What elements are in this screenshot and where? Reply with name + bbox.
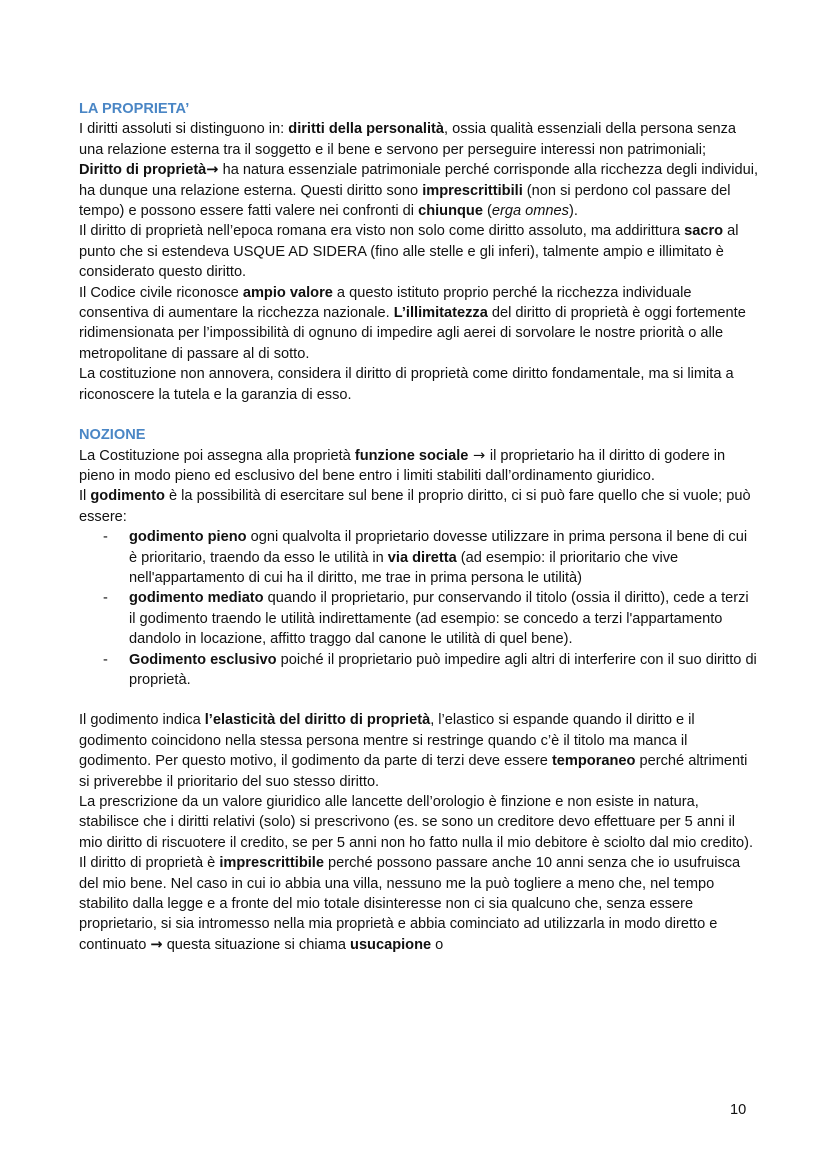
text: o — [431, 936, 444, 953]
text: (non si perdono col passare del tempo) e possono essere fatti valere nei confronti di — [79, 182, 731, 220]
bold-term: usucapione — [350, 936, 432, 953]
godimento-list — [79, 527, 759, 690]
text: quando il proprietario, pur conservando il titolo (ossia il diritto), cede a terzi il godimento traendo le utilità indirettamente (ad esempio: se concedo a terzi l'appartamento dandolo in locazione, affitto traggo dal canone le utilità di quel bene). — [129, 590, 749, 648]
text: al punto che si estendeva USQUE AD SIDERA (fino alle stelle e gli inferi), talmente ampio e illimitato è considerato questo diritto. — [79, 223, 739, 281]
text: del diritto di proprietà è oggi fortemente ridimensionata per l’impossibilità di ognuno di impedire agli aerei di sorvolare le nostre priorità o alle metropolitane di passare al di sotto. — [79, 305, 746, 362]
bold-term: godimento mediato — [129, 590, 264, 607]
paragraph-funzione-sociale — [79, 446, 759, 487]
bold-term: imprescrittibili — [422, 182, 523, 199]
text: ( — [482, 203, 492, 220]
text: Il godimento indica — [79, 712, 205, 729]
arrow-icon: → — [206, 161, 219, 179]
paragraph-elasticita — [79, 710, 759, 792]
bold-term: diritti della personalità — [288, 121, 444, 138]
list-item — [129, 650, 759, 691]
italic-term: erga omnes — [491, 203, 569, 220]
text: I diritti assoluti si distinguono in: — [79, 121, 289, 138]
text: perché altrimenti si priverebbe il prioritario del suo stesso diritto. — [79, 753, 748, 790]
text: è la possibilità di esercitare sul bene il proprio diritto, ci si può fare quello che si vuole; può essere: — [79, 488, 751, 525]
bold-term: Godimento esclusivo — [129, 651, 277, 668]
text: Il Codice civile riconosce — [79, 284, 243, 301]
list-item — [129, 588, 759, 649]
arrow-icon: → — [150, 935, 163, 953]
text: Il diritto di proprietà nell’epoca romana era visto non solo come diritto assoluto, ma addirittura — [79, 223, 685, 240]
text: , ossia qualità essenziali della persona senza una relazione esterna tra il soggetto e il bene e servono per perseguire interessi non patrimoniali; — [79, 121, 737, 158]
document-body — [79, 99, 759, 955]
section-heading-nozione: NOZIONE — [79, 427, 146, 444]
text: La Costituzione poi assegna alla proprietà — [79, 447, 355, 464]
spacer — [79, 690, 759, 710]
paragraph-diritti-assoluti — [79, 119, 759, 160]
bold-term: godimento pieno — [129, 529, 247, 546]
text: il proprietario ha il diritto di godere in pieno in modo pieno ed esclusivo del bene entro i limiti stabiliti dall’ordinamento giuridico. — [79, 447, 726, 484]
text: , l’elastico si espande quando il diritto e il godimento coincidono nella stessa persona mentre si restringe quando c’è il titolo ma manca il godimento. Per questo motivo, il godimento da parte di terzi deve essere — [79, 712, 695, 770]
spacer — [79, 405, 759, 425]
bold-term: imprescrittibile — [219, 855, 324, 872]
paragraph-costituzione: La costituzione non annovera, considera il diritto di proprietà come diritto fondamentale, ma si limita a riconoscere la tutela e la garanzia di esso. — [79, 366, 734, 403]
text: ogni qualvolta il proprietario dovesse utilizzare in prima persona il bene di cui è prioritario, traendo da esso le utilità in — [129, 529, 748, 566]
bold-term: funzione sociale — [354, 447, 469, 464]
text: poiché il proprietario può impedire agli altri di interferire con il suo diritto di proprietà. — [129, 651, 757, 688]
bold-term: chiunque — [418, 203, 483, 220]
paragraph-epoca-romana — [79, 221, 759, 282]
text: questa situazione si chiama — [162, 936, 351, 953]
section-heading-proprieta: LA PROPRIETA’ — [79, 101, 190, 117]
list-item — [129, 527, 759, 588]
paragraph-codice-civile — [79, 283, 759, 365]
bold-term: l’elasticità del diritto di proprietà — [204, 712, 431, 729]
bold-term: godimento — [90, 488, 165, 505]
bold-term: via diretta — [387, 549, 457, 566]
paragraph-godimento — [79, 486, 759, 527]
text: ha natura essenziale patrimoniale perché corrisponde alla ricchezza degli individui, ha dunque una relazione esterna. Questi diritto sono — [79, 162, 758, 199]
text: (ad esempio: il prioritario che vive nell'appartamento di cui ha il diritto, me trae in prima persona le utilità) — [129, 549, 679, 586]
text: ). — [568, 203, 578, 220]
bold-term: temporaneo — [551, 753, 636, 770]
bold-term: sacro — [684, 223, 724, 240]
paragraph-prescrizione: La prescrizione da un valore giuridico alle lancette dell’orologio è finzione e non esiste in natura, stabilisce che i diritti relativi (solo) si prescrivono (es. se sono un creditore devo effettuare per 5 anni il mio diritto di riscuotere il credito, se per 5 anni non ho fatto nulla il mio debitore è sciolto dal mio credito). — [79, 794, 754, 851]
text: Il — [79, 488, 91, 505]
text: Il diritto di proprietà è — [79, 855, 220, 872]
text: a questo istituto proprio perché la ricchezza individuale consentiva di aumentare la ricchezza nazionale. — [79, 284, 692, 322]
arrow-icon: → — [468, 446, 490, 464]
paragraph-imprescrittibile — [79, 853, 759, 955]
bold-term: ampio valore — [242, 284, 333, 301]
bold-term: Diritto di proprietà — [79, 162, 207, 179]
page-number: 10 — [730, 1102, 747, 1118]
bold-term: L’illimitatezza — [393, 305, 488, 322]
paragraph-diritto-proprieta — [79, 160, 759, 221]
text: perché possono passare anche 10 anni senza che io usufruisca del mio bene. Nel caso in cui io abbia una villa, nessuno me la può togliere a meno che, nel tempo stabilito dalla legge e a fronte del mio totale disinteresse non ci sia qualcuno che, senza essere proprietario, si sia intromesso nella mia proprietà e abbia cominciato ad utilizzarla in modo diretto e continuato — [79, 855, 741, 953]
